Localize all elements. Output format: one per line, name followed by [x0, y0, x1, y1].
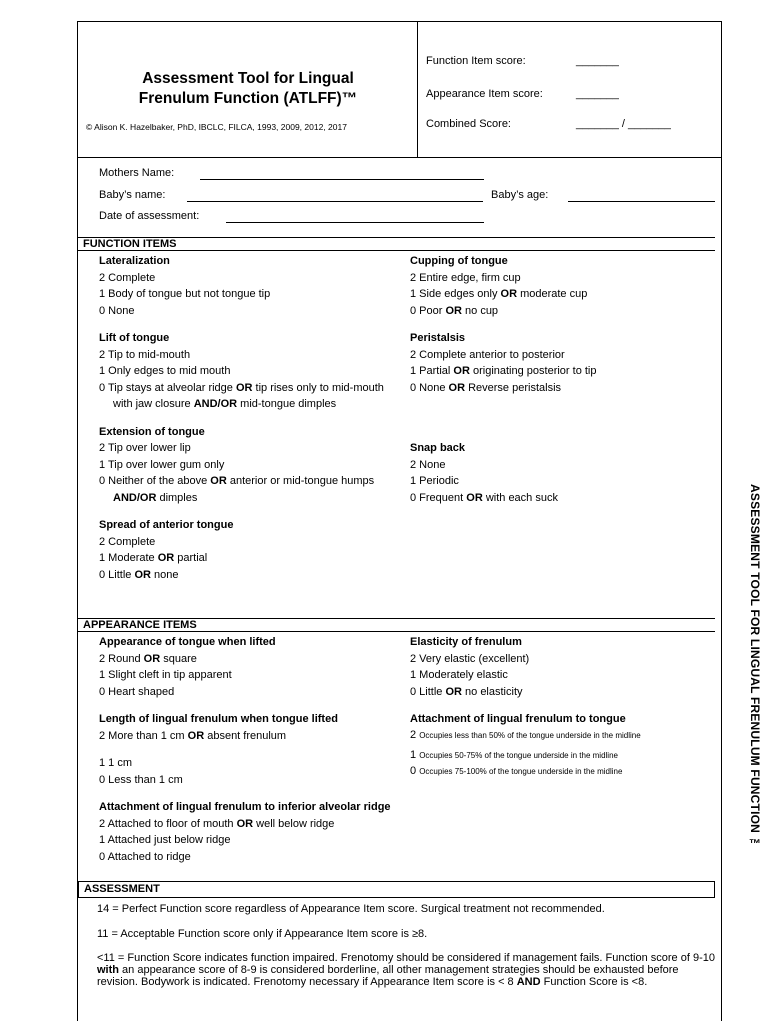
babys-name-field[interactable]: [187, 201, 483, 202]
lateralization-heading: Lateralization: [99, 255, 170, 267]
cupping-option-0: 0 Poor OR no cup: [410, 304, 499, 317]
babys-name-label: Baby’s name:: [99, 189, 166, 201]
length-heading: Length of lingual frenulum when tongue lifted: [99, 713, 338, 725]
assessment-line-14: 14 = Perfect Function score regardless of Appearance Item score. Surgical treatment not recommended.: [97, 903, 605, 915]
extension-heading: Extension of tongue: [99, 425, 205, 438]
attachment-heading: Attachment of lingual frenulum to tongue: [410, 713, 626, 725]
function-right-column: [410, 253, 715, 517]
title-block: [78, 22, 418, 158]
ridge-heading: Attachment of lingual frenulum to inferior alveolar ridge: [99, 801, 391, 813]
elasticity-option-1: 1 Moderately elastic: [410, 669, 508, 681]
function-left-column: [99, 253, 404, 594]
elasticity-block: [410, 634, 715, 700]
snapback-option-1: 1 Periodic: [410, 475, 459, 487]
attachment-option-0: 0 Occupies 75-100% of the tongue underside in the midline: [410, 765, 623, 777]
appearance-right-column: [410, 634, 715, 780]
copyright-text: © Alison K. Hazelbaker, PhD, IBCLC, FILCA, 1993, 2009, 2012, 2017: [86, 122, 347, 132]
peristalsis-option-1: 1 Partial OR originating posterior to tip: [410, 365, 597, 377]
length-option-1: 1 1 cm: [99, 757, 133, 769]
combined-score-field[interactable]: _______ / _______: [576, 118, 671, 130]
lift-option-2: 2 Tip to mid-mouth: [99, 348, 191, 361]
spread-block: [99, 517, 404, 583]
length-option-2: 2 More than 1 cm OR absent frenulum: [99, 729, 287, 742]
lift-heading: Lift of tongue: [99, 332, 170, 344]
appearance-items-header: APPEARANCE ITEMS: [78, 618, 715, 632]
ridge-option-1: 1 Attached just below ridge: [99, 834, 231, 846]
mothers-name-field[interactable]: [200, 179, 484, 180]
function-items-header: FUNCTION ITEMS: [78, 237, 715, 251]
form-frame: [77, 21, 722, 1021]
elasticity-option-0: 0 Little OR no elasticity: [410, 685, 523, 698]
lift-block: [99, 330, 404, 413]
function-score-field[interactable]: _______: [576, 55, 619, 67]
extension-block: [99, 424, 404, 507]
spread-option-1: 1 Moderate OR partial: [99, 552, 208, 564]
elasticity-heading: Elasticity of frenulum: [410, 636, 522, 648]
cupping-heading: Cupping of tongue: [410, 255, 508, 267]
babys-age-label: Baby’s age:: [491, 189, 549, 201]
spread-heading: Spread of anterior tongue: [99, 519, 234, 531]
when-lifted-option-2: 2 Round OR square: [99, 652, 197, 665]
attachment-option-1: 1 Occupies 50-75% of the tongue underside in the midline: [410, 748, 618, 761]
length-option-0: 0 Less than 1 cm: [99, 773, 183, 786]
when-lifted-heading: Appearance of tongue when lifted: [99, 636, 276, 648]
peristalsis-block: [410, 330, 715, 396]
lateralization-block: [99, 253, 404, 319]
ridge-option-0: 0 Attached to ridge: [99, 850, 191, 863]
snapback-block: [410, 440, 715, 506]
cupping-option-1: 1 Side edges only OR moderate cup: [410, 288, 588, 300]
mothers-name-label: Mothers Name:: [99, 167, 175, 179]
peristalsis-heading: Peristalsis: [410, 332, 466, 344]
lift-option-0: 0 Tip stays at alveolar ridge OR tip rises only to mid-mouth with jaw closure AND/OR mid-tongue dimples: [99, 381, 384, 410]
title-line-1: Assessment Tool for Lingual: [142, 70, 354, 87]
ridge-option-2: 2 Attached to floor of mouth OR well below ridge: [99, 817, 335, 830]
lift-option-1: 1 Only edges to mid mouth: [99, 365, 231, 377]
assessment-line-11: 11 = Acceptable Function score only if Appearance Item score is ≥8.: [97, 928, 428, 940]
lateralization-option-2: 2 Complete: [99, 271, 156, 284]
appearance-left-column: [99, 634, 419, 799]
attachment-option-2: 2 Occupies less than 50% of the tongue underside in the midline: [410, 728, 641, 741]
extension-option-2: 2 Tip over lower lip: [99, 442, 191, 454]
date-label: Date of assessment:: [99, 210, 200, 222]
form-title: [78, 69, 418, 109]
length-block: [99, 711, 419, 788]
snapback-option-2: 2 None: [410, 458, 446, 471]
cupping-option-2: 2 Entire edge, firm cup: [410, 271, 521, 284]
extension-option-1: 1 Tip over lower gum only: [99, 458, 225, 471]
lateralization-option-0: 0 None: [99, 304, 135, 317]
extension-option-0: 0 Neither of the above OR anterior or mid-tongue humps AND/OR dimples: [99, 475, 375, 504]
side-title: ASSESSMENT TOOL FOR LINGUAL FRENULUM FUNCTION ™: [748, 484, 762, 851]
snapback-option-0: 0 Frequent OR with each suck: [410, 491, 558, 504]
when-lifted-option-1: 1 Slight cleft in tip apparent: [99, 669, 232, 681]
date-field[interactable]: [226, 222, 484, 223]
babys-age-field[interactable]: [568, 201, 715, 202]
form-header: [78, 22, 721, 158]
assessment-header: ASSESSMENT: [78, 881, 715, 898]
function-score-label: Function Item score:: [426, 55, 526, 67]
when-lifted-block: [99, 634, 419, 700]
appearance-score-field[interactable]: _______: [576, 88, 619, 100]
assessment-line-under-11: <11 = Function Score indicates function impaired. Frenotomy should be considered if management fails. Function score of 9-10 with an appearance score of 8-9 is considered borderline, all other management strategies should be exhausted before revision. Bodywork is indicated. Frenotomy necessary if Appearance Item score is < 8 AND Function Score is <8.: [97, 952, 715, 988]
spread-option-0: 0 Little OR none: [99, 568, 179, 581]
lateralization-option-1: 1 Body of tongue but not tongue tip: [99, 288, 271, 300]
combined-score-label: Combined Score:: [426, 118, 511, 130]
cupping-block: [410, 253, 715, 319]
peristalsis-option-2: 2 Complete anterior to posterior: [410, 348, 565, 361]
ridge-block: [99, 799, 499, 865]
appearance-score-label: Appearance Item score:: [426, 88, 543, 100]
snapback-heading: Snap back: [410, 442, 466, 454]
when-lifted-option-0: 0 Heart shaped: [99, 685, 175, 698]
elasticity-option-2: 2 Very elastic (excellent): [410, 652, 530, 665]
attachment-block: [410, 711, 715, 780]
title-line-2: Frenulum Function (ATLFF)™: [138, 90, 358, 107]
spread-option-2: 2 Complete: [99, 535, 156, 548]
peristalsis-option-0: 0 None OR Reverse peristalsis: [410, 381, 562, 394]
